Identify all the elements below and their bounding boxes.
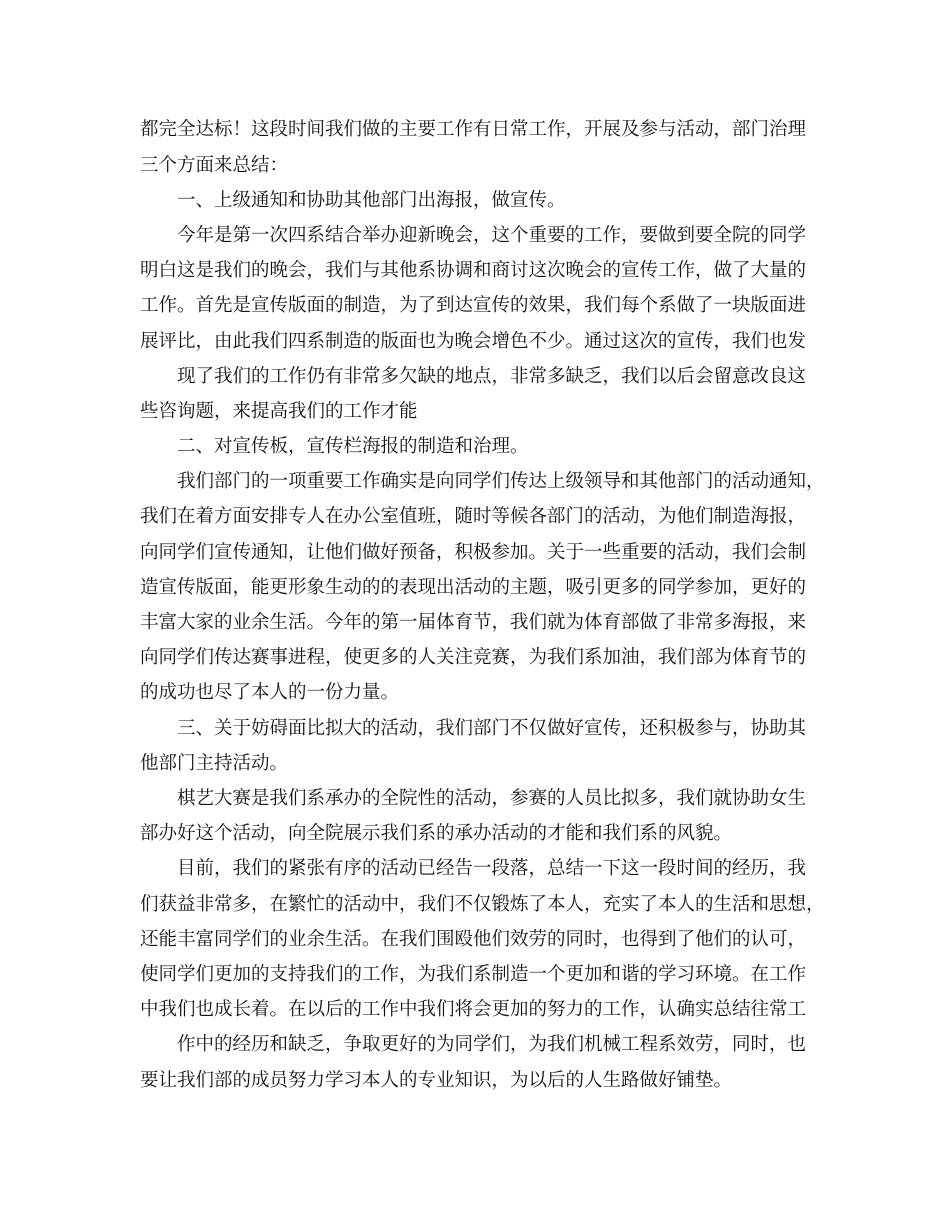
- text-line: 今年是第一次四系结合举办迎新晚会，这个重要的工作，要做到要全院的同学: [177, 225, 807, 246]
- text-line: 造宣传版面，能更形象生动的的表现出活动的主题，吸引更多的同学参加，更好的: [140, 577, 807, 598]
- text-line: 我们在着方面安排专人在办公室值班，随时等候各部门的活动，为他们制造海报，: [140, 506, 807, 527]
- text-line: 向同学们宣传通知，让他们做好预备，积极参加。关于一些重要的活动，我们会制: [140, 542, 807, 563]
- text-line: 要让我们部的成员努力学习本人的专业知识，为以后的人生路做好铺垫。: [140, 1070, 733, 1091]
- text-line: 明白这是我们的晚会，我们与其他系协调和商讨这次晚会的宣传工作，做了大量的: [140, 260, 807, 281]
- text-line: 三个方面来总结：: [140, 155, 289, 176]
- text-line: 我们部门的一项重要工作确实是向同学们传达上级领导和其他部门的活动通知，: [177, 471, 825, 492]
- section-heading: 一、上级通知和协助其他部门出海报，做宣传。: [177, 190, 566, 211]
- text-line: 目前，我们的紧张有序的活动已经告一段落，总结一下这一段时间的经历，我: [177, 858, 807, 879]
- text-line: 还能丰富同学们的业余生活。在我们围殴他们效劳的同时，也得到了他们的认可，: [140, 929, 807, 950]
- text-line: 中我们也成长着。在以后的工作中我们将会更加的努力的工作，认确实总结往常工: [140, 999, 807, 1020]
- text-line: 使同学们更加的支持我们的工作，为我们系制造一个更加和谐的学习环境。在工作: [140, 964, 807, 985]
- section-heading: 二、对宣传板，宣传栏海报的制造和治理。: [177, 436, 529, 457]
- text-line: 向同学们传达赛事进程，使更多的人关注竞赛，为我们系加油，我们部为体育节的: [140, 647, 807, 668]
- text-line: 工作。首先是宣传版面的制造，为了到达宣传的效果，我们每个系做了一块版面进: [140, 295, 807, 316]
- text-line: 展评比，由此我们四系制造的版面也为晚会增色不少。通过这次的宣传，我们也发: [140, 331, 807, 352]
- text-line: 丰富大家的业余生活。今年的第一届体育节，我们就为体育部做了非常多海报，来: [140, 612, 807, 633]
- text-line: 些咨询题，来提高我们的工作才能: [140, 401, 418, 422]
- text-line: 都完全达标！这段时间我们做的主要工作有日常工作，开展及参与活动，部门治理: [140, 119, 807, 140]
- text-line: 他部门主持活动。: [140, 753, 289, 774]
- section-heading: 三、关于妨碍面比拟大的活动，我们部门不仅做好宣传，还积极参与，协助其: [177, 718, 807, 739]
- text-line: 作中的经历和缺乏，争取更好的为同学们，为我们机械工程系效劳，同时，也: [177, 1034, 807, 1055]
- text-line: 的成功也尽了本人的一份力量。: [140, 682, 400, 703]
- text-line: 棋艺大赛是我们系承办的全院性的活动，参赛的人员比拟多，我们就协助女生: [177, 788, 807, 809]
- text-line: 现了我们的工作仍有非常多欠缺的地点，非常多缺乏，我们以后会留意改良这: [177, 366, 807, 387]
- text-line: 们获益非常多，在繁忙的活动中，我们不仅锻炼了本人，充实了本人的生活和思想，: [140, 894, 825, 915]
- text-line: 部办好这个活动，向全院展示我们系的承办活动的才能和我们系的风貌。: [140, 823, 733, 844]
